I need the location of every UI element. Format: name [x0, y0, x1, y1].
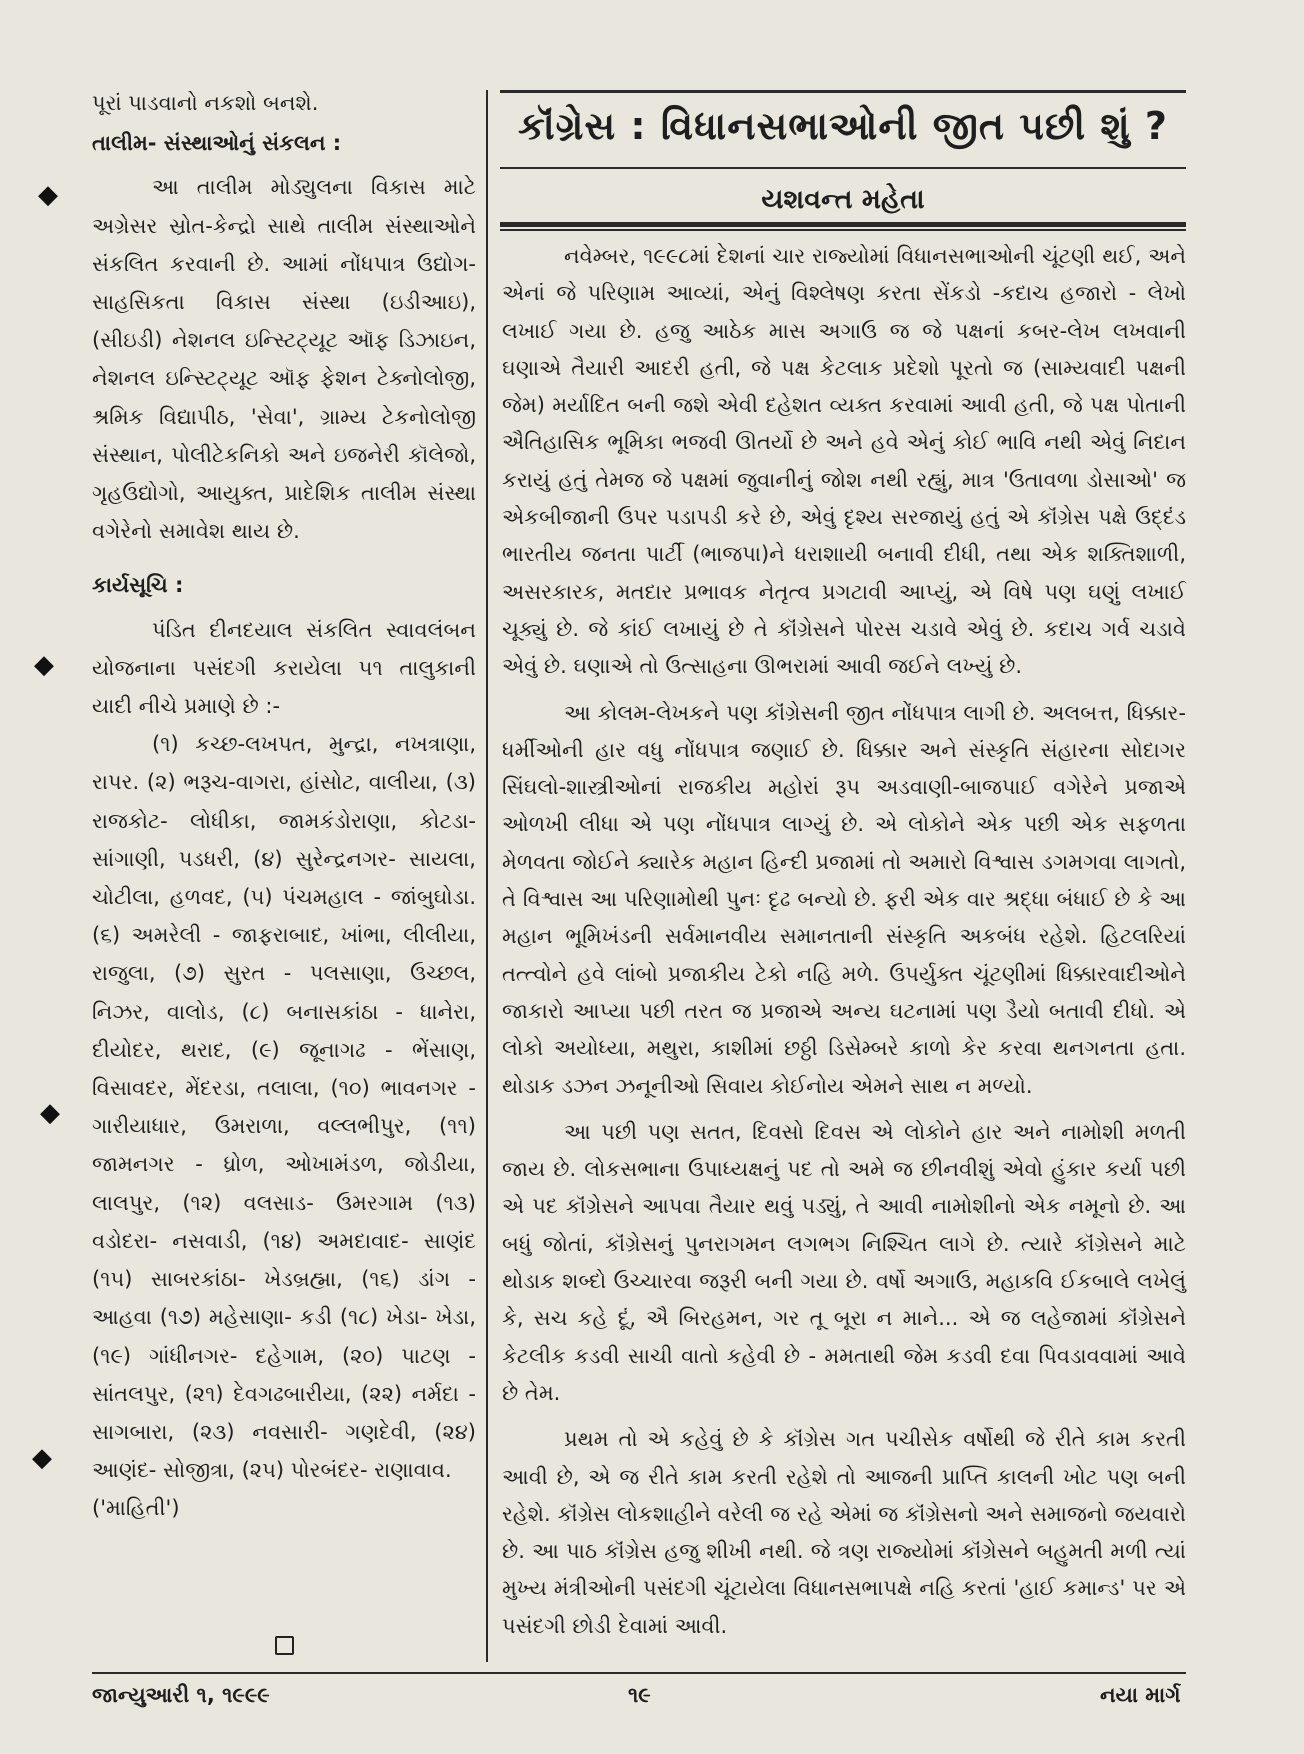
district-list: (૧) કચ્છ-લખપત, મુન્દ્રા, નખત્રાણા, રાપર. (૨) ભરૂચ-વાગરા, હાંસોટ, વાલીયા, (૩) રાજકોટ- લોધીકા, જામકંડોરાણા, કોટડા- સાંગાણી, પડધરી, (૪) સુરેન્દ્રનગર- સાયલા, ચોટીલા, હળવદ, (૫) પંચમહાલ - જાંબુઘોડા. (૬) અમરેલી - જાફરાબાદ, ખાંભા, લીલીયા, રાજુલા, (૭) સુરત - પલસાણા, ઉચ્છલ, નિઝર, વાલોડ, (૮) બનાસકાંઠા - ધાનેરા, દીયોદર, થરાદ, (૯) જૂનાગઢ - ભેંસાણ, વિસાવદર, મેંદરડા, તલાલા, (૧૦) ભાવનગર - ગારીયાધાર, ઉમરાળા, વલ્લભીપુર, (૧૧) જામનગર - ધ્રોળ, ઓખામંડળ, જોડીયા, લાલપુર, (૧૨) વલસાડ- ઉમરગામ (૧૩) વડોદરા- નસવાડી, (૧૪) અમદાવાદ- સાણંદ (૧૫) સાબરકાંઠા- ખેડબ્રહ્મા, (૧૬) ડાંગ - આહવા (૧૭) મહેસાણા- કડી (૧૮) ખેડા- ખેડા, (૧૯) ગાંધીનગર- દહેગામ, (૨૦) પાટણ - સાંતલપુર, (૨૧) દેવગઢબારીયા, (૨૨) નર્મદા - સાગબારા, (૨૩) નવસારી- ગણદેવી, (૨૪) આણંદ- સોજીત્રા, (૨૫) પોરબંદર- રાણાવાવ. — [92, 732, 476, 1483]
author-thin-rule — [500, 229, 1186, 231]
magazine-name: નયા માર્ગ — [1100, 1683, 1181, 1707]
page-number: ૧૯ — [628, 1683, 651, 1707]
schedule-paragraph: પંડિત દીનદયાલ સંકલિત સ્વાવલંબન યોજનાના પસંદગી કરાયેલા ૫૧ તાલુકાની યાદી નીચે પ્રમાણે છે :- — [92, 617, 476, 719]
column-divider — [486, 90, 488, 1662]
punch-hole-mark: ◆ — [40, 1098, 60, 1128]
article-paragraph: આ પછી પણ સતત, દિવસો દિવસ એ લોકોને હાર અને નામોશી મળતી જાય છે. લોકસભાના ઉપાધ્યક્ષનું પદ તો અમે જ છીનવીશું એવો હુંકાર કર્યા પછી એ પદ કૉંગ્રેસને આપવા તૈયાર થવું પડ્યું, તે આવી નામોશીનો એક નમૂનો છે. આ બધું જોતાં, કૉંગ્રેસનું પુનરાગમન લગભગ નિશ્ચિત લાગે છે. ત્યારે કૉંગ્રેસને માટે થોડાક શબ્દો ઉચ્ચારવા જરૂરી બની ગયા છે. વર્ષો અગાઉ, મહાકવિ ઈકબાલે લખેલું કે, સચ કહે દૂં, ઐ બિરહમન, ગર તૂ બૂરા ન માને... એ જ લહેજામાં કૉંગ્રેસને કેટલીક કડવી સાચી વાતો કહેવી છે - મમતાથી જેમ કડવી દવા પિવડાવવામાં આવે છે તેમ. — [502, 1119, 1186, 1405]
end-mark-square — [275, 1636, 294, 1655]
article-title: કૉંગ્રેસ : વિધાનસભાઓની જીત પછી શું ? — [518, 104, 1168, 148]
article-body — [502, 238, 1186, 1654]
training-section-heading: તાલીમ- સંસ્થાઓનું સંકલન : — [92, 131, 342, 156]
training-section-paragraph: આ તાલીમ મોડ્યુલના વિકાસ માટે અગ્રેસર સ્રોત-કેન્દ્રો સાથે તાલીમ સંસ્થાઓને સંકલિત કરવાની છે. આમાં નોંધપાત્ર ઉદ્યોગ-સાહસિકતા વિકાસ સંસ્થા (ઇડીઆઇ), (સીઇડી) નેશનલ ઇન્સ્ટિટ્યૂટ ઑફ ડિઝાઇન, નેશનલ ઇન્સ્ટિટ્યૂટ ઑફ ફેશન ટેક્નોલોજી, શ્રમિક વિદ્યાપીઠ, 'સેવા', ગ્રામ્ય ટેકનોલોજી સંસ્થાન, પોલીટેકનિકો અને ઇજનેરી કૉલેજો, ગૃહઉદ્યોગો, આયુક્ત, પ્રાદેશિક તાલીમ સંસ્થા વગેરેનો સમાવેશ થાય છે. — [92, 175, 476, 544]
punch-hole-mark: ◆ — [32, 1443, 52, 1473]
footer-date: જાન્યુઆરી ૧, ૧૯૯૯ — [92, 1683, 270, 1707]
author-top-rule — [500, 167, 1186, 169]
left-column — [92, 84, 476, 1528]
schedule-heading: કાર્યસૂચિ : — [92, 573, 184, 598]
punch-hole-mark: ◆ — [38, 180, 58, 210]
punch-hole-mark: ◆ — [34, 650, 54, 680]
article-paragraph: નવેમ્બર, ૧૯૯૮માં દેશનાં ચાર રાજ્યોમાં વિધાનસભાઓની ચૂંટણી થઈ, અને એનાં જે પરિણામ આવ્યાં, એનું વિશ્લેષણ કરતા સેંકડો -કદાચ હજારો - લેખો લખાઈ ગયા છે. હજુ આઠેક માસ અગાઉ જ જે પક્ષનાં કબર-લેખ લખવાની ઘણાએ તૈયારી આદરી હતી, જે પક્ષ કેટલાક પ્રદેશો પૂરતો જ (સામ્યવાદી પક્ષની જેમ) મર્યાદિત બની જશે એવી દહેશત વ્યક્ત કરવામાં આવી હતી, જે પક્ષ પોતાની ઐતિહાસિક ભૂમિકા ભજવી ઊતર્યો છે અને હવે એનું કોઈ ભાવિ નથી એવું નિદાન કરાયું હતું તેમજ જે પક્ષમાં જુવાનીનું જોશ નથી રહ્યું, માત્ર 'ઉતાવળા ડોસાઓ' જ એકબીજાની ઉપર પડાપડી કરે છે, એવું દૃશ્ય સરજાયું હતું એ કૉંગ્રેસ પક્ષે ઉદ્દંડ ભારતીય જનતા પાર્ટી (ભાજપા)ને ધરાશાયી બનાવી દીધી, તથા એક શક્તિશાળી, અસરકારક, મતદાર પ્રભાવક નેતૃત્વ પ્રગટાવી આપ્યું, એ વિષે પણ ઘણું લખાઈ ચૂક્યું છે. જે કાંઈ લખાયું છે તે કૉંગ્રેસને પોરસ ચડાવે એવું છે. કદાચ ગર્વ ચડાવે એવું છે. ઘણાએ તો ઉત્સાહના ઊભરામાં આવી જઈને લખ્યું છે. — [502, 244, 1186, 679]
spacer — [92, 550, 476, 564]
article-paragraph: પ્રથમ તો એ કહેવું છે કે કૉંગ્રેસ ગત પચીસેક વર્ષોથી જે રીતે કામ કરતી આવી છે, એ જ રીતે કામ કરતી રહેશે તો આજની પ્રાપ્તિ કાલની ખોટ પણ બની રહેશે. કૉંગ્રેસ લોકશાહીને વરેલી જ રહે એમાં જ કૉંગ્રેસનો અને સમાજનો જયવારો છે. આ પાઠ કૉંગ્રેસ હજુ શીખી નથી. જે ત્રણ રાજ્યોમાં કૉંગ્રેસને બહુમતી મળી ત્યાં મુખ્ય મંત્રીઓની પસંદગી ચૂંટાયેલા વિધાનસભાપક્ષે નહિ કરતાં 'હાઈ કમાન્ડ' પર એ પસંદગી છોડી દેવામાં આવી. — [502, 1427, 1186, 1638]
title-top-rule — [500, 90, 1186, 93]
footer-rule — [92, 1672, 1186, 1674]
intro-line: પૂરાં પાડવાનો નકશો બનશે. — [92, 91, 319, 115]
article-author: યશવન્ત મહેતા — [761, 184, 925, 215]
author-thick-rule — [500, 222, 1186, 227]
source-credit: ('માહિતી') — [92, 1496, 180, 1521]
article-paragraph: આ કોલમ-લેખકને પણ કૉંગ્રેસની જીત નોંધપાત્ર લાગી છે. અલબત્ત, ધિક્કાર-ધર્મીઓની હાર વધુ નોંધપાત્ર જણાઈ છે. ધિક્કાર અને સંસ્કૃતિ સંહારના સોદાગર સિંઘલો-શાસ્ત્રીઓનાં રાજકીય મહોરાં રૂપ અડવાણી-બાજપાઈ વગેરેને પ્રજાએ ઓળખી લીધા એ પણ નોંધપાત્ર લાગ્યું છે. એ લોકોને એક પછી એક સફળતા મેળવતા જોઈને ક્યારેક મહાન હિન્દી પ્રજામાં તો અમારો વિશ્વાસ ડગમગવા લાગતો, તે વિશ્વાસ આ પરિણામોથી પુનઃ દૃઢ બન્યો છે. ફરી એક વાર શ્રદ્ધા બંધાઈ છે કે આ મહાન ભૂમિખંડની સર્વમાનવીય સમાનતાની સંસ્કૃતિ અકબંધ રહેશે. હિટલરિયાં તત્ત્વોને હવે લાંબો પ્રજાકીય ટેકો નહિ મળે. ઉપર્યુક્ત ચૂંટણીમાં ધિક્કારવાદીઓને જાકારો આપ્યા પછી તરત જ પ્રજાએ અન્ય ઘટનામાં પણ ડૈયો બતાવી દીધો. એ લોકો અયોધ્યા, મથુરા, કાશીમાં છઠ્ઠી ડિસેમ્બરે કાળો કેર કરવા થનગનતા હતા. થોડાક ડઝન ઝનૂનીઓ સિવાય કોઈનોય એમને સાથ ન મળ્યો. — [502, 700, 1186, 1098]
